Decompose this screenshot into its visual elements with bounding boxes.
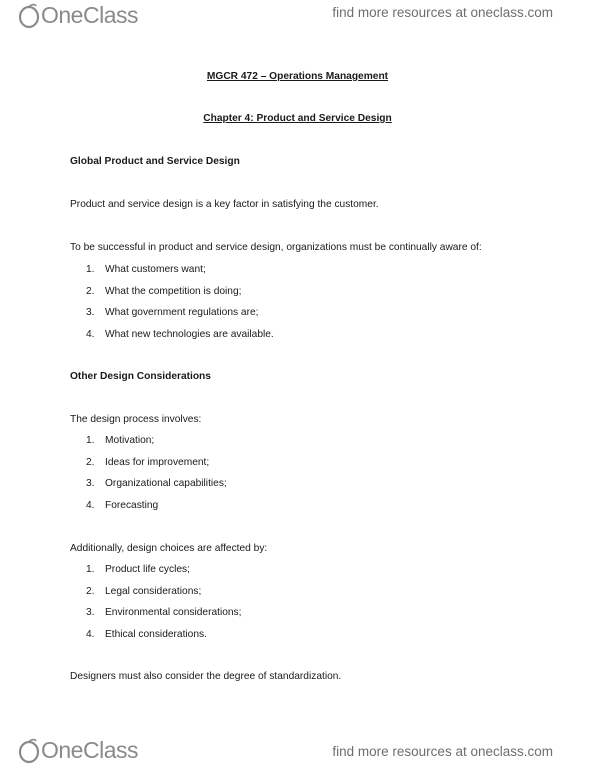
list-item-text: Legal considerations; [105, 585, 202, 597]
list-item-text: Environmental considerations; [105, 607, 242, 619]
header-resources-link[interactable]: find more resources at oneclass.com [332, 5, 553, 20]
oneclass-logo[interactable] [18, 2, 138, 29]
course-title: MGCR 472 – Operations Management [206, 71, 389, 82]
list-item-text: Motivation; [105, 435, 155, 446]
list-item [86, 435, 227, 457]
list-item-number: 4. [86, 329, 95, 341]
list-item-text: Ethical considerations. [105, 629, 207, 641]
oneclass-logo-icon [18, 3, 40, 29]
list-item [86, 586, 241, 608]
list-item-text: What the competition is doing; [105, 285, 242, 297]
list-item-number: 1. [86, 564, 95, 575]
design-process-list [86, 435, 227, 522]
list-item-text: Ideas for improvement; [105, 456, 210, 468]
list-item-number: 2. [86, 456, 95, 468]
list-item [86, 457, 227, 479]
list-item-number: 2. [86, 285, 95, 297]
list-item-text: Product life cycles; [105, 564, 190, 575]
design-choices-list [86, 564, 241, 651]
list-item-number: 4. [86, 500, 95, 512]
paragraph-design-process: The design process involves: [70, 414, 202, 425]
list-item-number: 3. [86, 607, 95, 619]
section-heading-global-design: Global Product and Service Design [70, 156, 240, 167]
list-item [86, 500, 227, 522]
list-item-text: What new technologies are available. [105, 329, 274, 341]
paragraph-additional-choices: Additionally, design choices are affected by: [70, 543, 268, 554]
oneclass-logo-text: OneClass [41, 2, 138, 28]
chapter-title: Chapter 4: Product and Service Design [203, 113, 392, 124]
paragraph-standardization: Designers must also consider the degree of standardization. [70, 671, 342, 682]
list-item [86, 286, 274, 308]
list-item [86, 329, 274, 351]
oneclass-logo-icon [18, 738, 40, 764]
list-item [86, 564, 241, 586]
list-item-text: Organizational capabilities; [105, 478, 227, 490]
list-item-number: 1. [86, 435, 95, 446]
list-item-text: What customers want; [105, 264, 206, 275]
list-item-number: 3. [86, 307, 95, 319]
list-item-number: 4. [86, 629, 95, 641]
oneclass-logo-footer[interactable] [18, 737, 138, 764]
paragraph-design-key-factor: Product and service design is a key factor in satisfying the customer. [70, 199, 379, 210]
list-item [86, 478, 227, 500]
footer-resources-link[interactable]: find more resources at oneclass.com [332, 744, 553, 759]
awareness-list [86, 264, 274, 351]
list-item-text: What government regulations are; [105, 307, 259, 319]
list-item-text: Forecasting [105, 500, 159, 512]
list-item [86, 307, 274, 329]
section-heading-other-considerations: Other Design Considerations [70, 371, 211, 382]
list-item-number: 3. [86, 478, 95, 490]
paragraph-successful-design: To be successful in product and service design, organizations must be continually aware of: [70, 242, 482, 253]
list-item-number: 1. [86, 264, 95, 275]
oneclass-logo-text: OneClass [41, 737, 138, 763]
list-item [86, 264, 274, 286]
list-item [86, 607, 241, 629]
list-item [86, 629, 241, 651]
list-item-number: 2. [86, 585, 95, 597]
